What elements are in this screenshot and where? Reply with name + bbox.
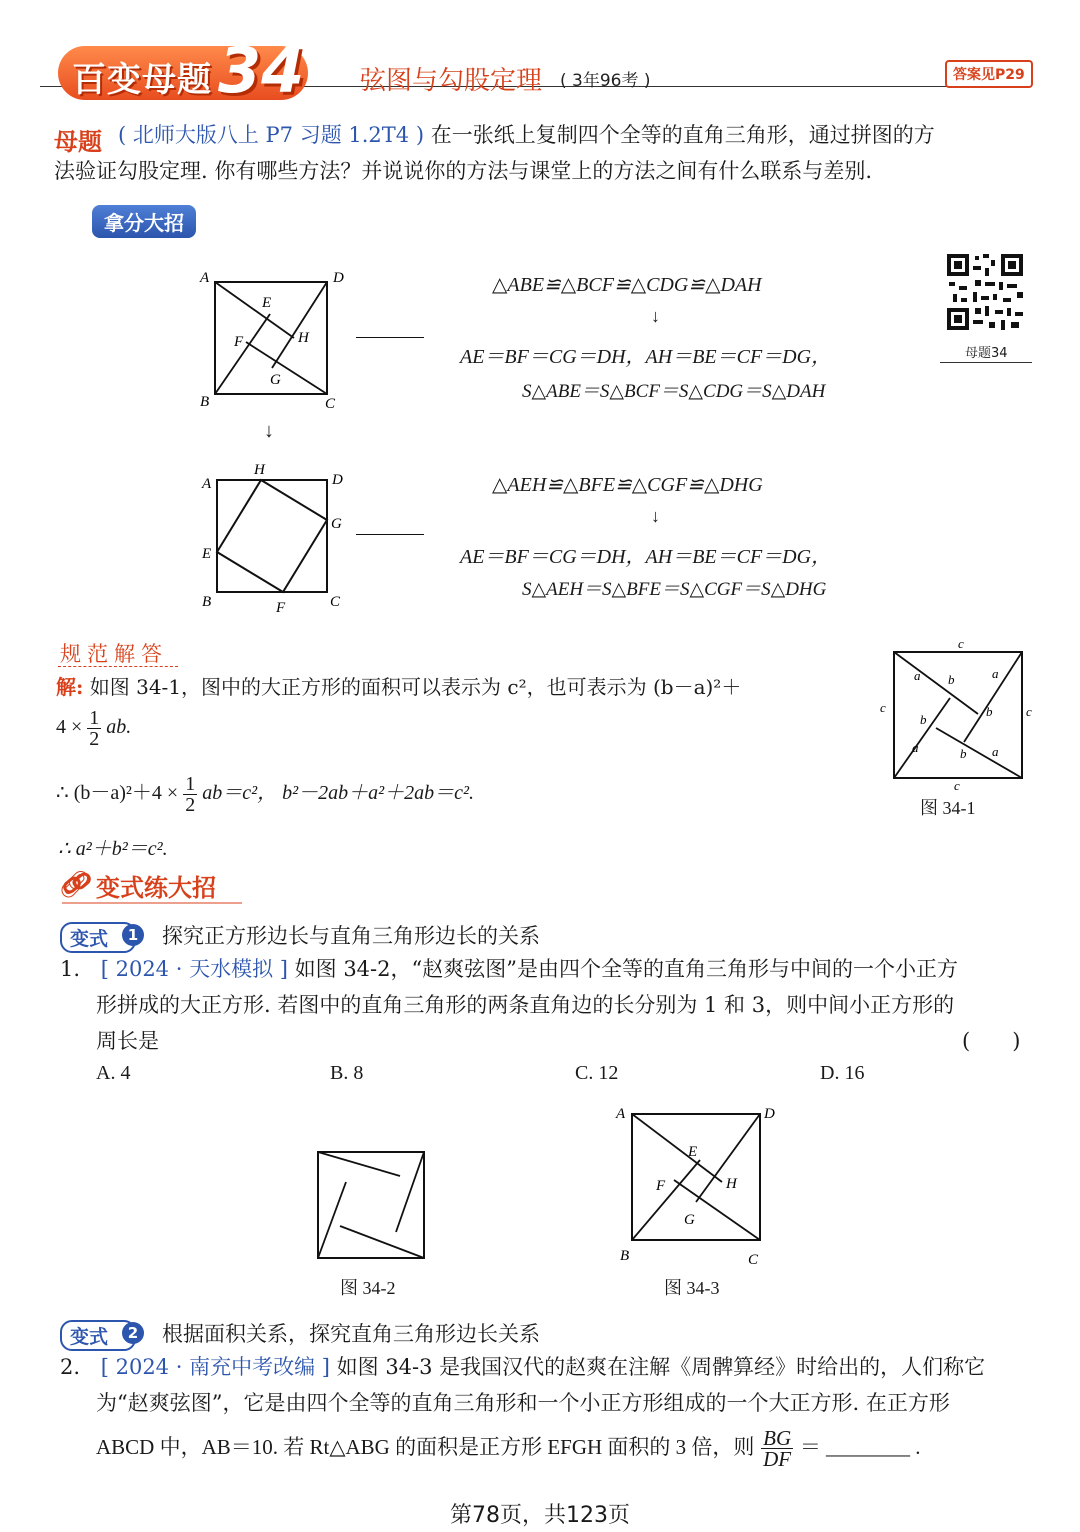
- variants-title: 变式练大招: [96, 874, 216, 902]
- solution-line1: [56, 670, 866, 705]
- q1-text3: 周长是: [96, 1029, 159, 1053]
- fig341-label-b2: b: [920, 712, 927, 727]
- frac-bg: BG: [763, 1426, 792, 1450]
- fig2-connector: [356, 534, 424, 535]
- fig341-label-c-left: c: [880, 700, 886, 715]
- fig341-label-a2: a: [992, 666, 999, 681]
- fig341-label-c-top: c: [958, 636, 964, 651]
- fig1-label-a: A: [200, 270, 210, 286]
- solution-line2-pre: 4 ×: [56, 716, 83, 739]
- figure-34-3-caption: 图 34-3: [664, 1278, 720, 1298]
- q2-line3: [96, 1428, 1040, 1469]
- solution-line2-post: ab.: [106, 716, 132, 739]
- variant1-label: 变式: [60, 922, 136, 953]
- variant2-label: 变式: [60, 1320, 136, 1351]
- fig2-label-c: C: [330, 594, 341, 610]
- q1-answer-bracket[interactable]: ( ): [962, 1029, 1021, 1053]
- fig1-arrow: ↓: [651, 306, 660, 326]
- topic-title: 弦图与勾股定理: [360, 66, 543, 96]
- qr-code-icon: [945, 252, 1025, 332]
- qr-code[interactable]: [945, 252, 1025, 332]
- solution-lead: 解:: [56, 675, 84, 699]
- qr-caption: 母题34: [965, 346, 1008, 361]
- frac-num: 1: [89, 707, 100, 729]
- q1-option-a[interactable]: A. 4: [96, 1062, 131, 1084]
- qr-underline: [940, 362, 1032, 363]
- fig2-label-f: F: [276, 600, 286, 616]
- fig343-label-h: H: [726, 1176, 737, 1192]
- fig1-congruence: △ABE≌△BCF≌△CDG≌△DAH: [492, 274, 762, 296]
- q2-text1: 如图 34-3 是我国汉代的赵爽在注解《周髀算经》时给出的，人们称它: [336, 1355, 986, 1379]
- tips-label: 拿分大招: [92, 205, 196, 238]
- q2-number: 2.: [60, 1355, 81, 1379]
- q1-line1: [60, 952, 1040, 987]
- link-icon: [62, 870, 90, 890]
- figure-34-1: [874, 636, 1040, 792]
- fig343-label-f: F: [656, 1178, 666, 1194]
- variant2-number: 2: [122, 1322, 144, 1344]
- series-number: 34: [218, 34, 305, 107]
- variants-underline: [62, 902, 242, 904]
- q2-text3-pre: ABCD 中，AB＝10. 若 Rt△ABG 的面积是正方形 EFGH 面积的 3 倍，则: [96, 1435, 755, 1459]
- fig343-label-c: C: [748, 1252, 759, 1268]
- q2-text2: 为“赵爽弦图”，它是由四个全等的直角三角形和一个小正方形组成的一个大正方形. 在正方形: [96, 1391, 950, 1415]
- q2-line1: [60, 1350, 1040, 1385]
- solution-line3-post: ab＝c²， b²－2ab＋a²＋2ab＝c².: [202, 782, 474, 805]
- solution-title-underline: [58, 666, 178, 667]
- solution-line2: [56, 708, 131, 749]
- fig341-label-b4: b: [960, 746, 967, 761]
- solution-title: 规范解答: [60, 642, 168, 666]
- exam-count: ( 3年96考 ): [560, 71, 651, 91]
- q1-option-d[interactable]: D. 16: [820, 1062, 865, 1084]
- frac-num-2: 1: [185, 773, 196, 795]
- solution-line3-pre: ∴ (b－a)²＋4 ×: [56, 782, 179, 805]
- down-arrow: ↓: [264, 420, 274, 442]
- fig341-label-b1: b: [948, 672, 955, 687]
- fig2-inner-square: [217, 480, 327, 592]
- fig343-label-g: G: [684, 1212, 695, 1228]
- frac-den-2: 2: [185, 794, 196, 816]
- solution-line3: [56, 774, 474, 815]
- fig341-label-c-bottom: c: [954, 778, 960, 792]
- fig2-label-d: D: [332, 472, 343, 488]
- fig1-label-d: D: [333, 270, 344, 286]
- fig343-label-b: B: [620, 1248, 630, 1264]
- answer-reference[interactable]: 答案见P29: [945, 60, 1033, 88]
- solution-line1-text: 如图 34-1，图中的大正方形的面积可以表示为 c²，也可表示为 (b－a)²＋: [89, 675, 742, 699]
- figure-1: [190, 262, 350, 412]
- fig1-areas: S△ABE＝S△BCF＝S△CDG＝S△DAH: [522, 381, 826, 402]
- page-footer: 第78页，共123页: [450, 1503, 630, 1528]
- frac-df: DF: [763, 1447, 792, 1471]
- figure-34-3: [612, 1100, 784, 1268]
- variant2-title: 根据面积关系，探究直角三角形边长关系: [162, 1322, 540, 1346]
- fig1-label-f: F: [234, 334, 244, 350]
- fig2-label-g: G: [331, 516, 342, 532]
- q1-source: [ 2024 · 天水模拟 ]: [100, 957, 288, 981]
- fraction-half-2: [183, 774, 197, 815]
- figure-34-2: [312, 1146, 432, 1266]
- fig2-outer-square: [217, 480, 327, 592]
- fig2-label-h: H: [254, 462, 265, 478]
- figure-2: [190, 458, 355, 618]
- fig1-equal-sides: AE＝BF＝CG＝DH，AH＝BE＝CF＝DG，: [460, 346, 832, 368]
- variant1-number: 1: [122, 924, 144, 946]
- variant1-title: 探究正方形边长与直角三角形边长的关系: [162, 924, 540, 948]
- solution-line4: ∴ a²＋b²＝c².: [58, 838, 168, 860]
- q2-text3-post[interactable]: ＝ ________ .: [799, 1435, 921, 1459]
- fig343-label-a: A: [616, 1106, 626, 1122]
- fig341-label-a1: a: [914, 668, 921, 683]
- fig343-outer-square: [632, 1114, 760, 1240]
- fig2-label-e: E: [202, 546, 212, 562]
- q1-option-c[interactable]: C. 12: [575, 1062, 619, 1084]
- mother-line1: [118, 118, 1048, 153]
- frac-den: 2: [89, 728, 100, 750]
- fraction-half: [87, 708, 101, 749]
- q1-option-b[interactable]: B. 8: [330, 1062, 364, 1084]
- fig2-congruence: △AEH≌△BFE≌△CGF≌△DHG: [492, 474, 763, 496]
- q1-text1: 如图 34-2，“赵爽弦图”是由四个全等的直角三角形与中间的一个小正方: [294, 957, 958, 981]
- fig1-label-b: B: [200, 394, 210, 410]
- mother-text1: 在一张纸上复制四个全等的直角三角形，通过拼图的方: [430, 123, 935, 147]
- q1-text2: 形拼成的大正方形. 若图中的直角三角形的两条直角边的长分别为 1 和 3，则中间小正方形的: [96, 993, 955, 1017]
- fig1-label-g: G: [270, 372, 281, 388]
- mother-text2: 法验证勾股定理. 你有哪些方法？并说说你的方法与课堂上的方法之间有什么联系与差别.: [54, 159, 873, 183]
- fig341-label-c-right: c: [1026, 704, 1032, 719]
- fig2-equal-sides: AE＝BF＝CG＝DH，AH＝BE＝CF＝DG，: [460, 546, 832, 568]
- series-title: 百变母题: [72, 60, 212, 100]
- fig2-arrow: ↓: [651, 506, 660, 526]
- fig2-areas: S△AEH＝S△BFE＝S△CGF＝S△DHG: [522, 579, 827, 600]
- fig343-label-d: D: [764, 1106, 775, 1122]
- fig341-label-a4: a: [992, 744, 999, 759]
- q2-source: [ 2024 · 南充中考改编 ]: [100, 1355, 330, 1379]
- fig343-label-e: E: [688, 1144, 698, 1160]
- figure-34-1-caption: 图 34-1: [920, 798, 976, 818]
- fig1-label-c: C: [325, 396, 336, 412]
- q1-number: 1.: [60, 957, 81, 981]
- link-icon-svg: [62, 870, 92, 898]
- fig341-label-a3: a: [912, 740, 919, 755]
- fraction-bg-df: [761, 1428, 793, 1469]
- mother-tag: 母题: [54, 128, 102, 156]
- fig1-label-e: E: [262, 295, 272, 311]
- fig2-label-a: A: [202, 476, 212, 492]
- fig1-label-h: H: [298, 330, 309, 346]
- chain-link-icon: 🔗︎: [58, 870, 92, 900]
- figure-34-2-caption: 图 34-2: [340, 1278, 396, 1298]
- fig2-label-b: B: [202, 594, 212, 610]
- fig341-label-b3: b: [986, 704, 993, 719]
- mother-source: ( 北师大版八上 P7 习题 1.2T4 ): [118, 123, 425, 147]
- fig1-connector: [356, 337, 424, 338]
